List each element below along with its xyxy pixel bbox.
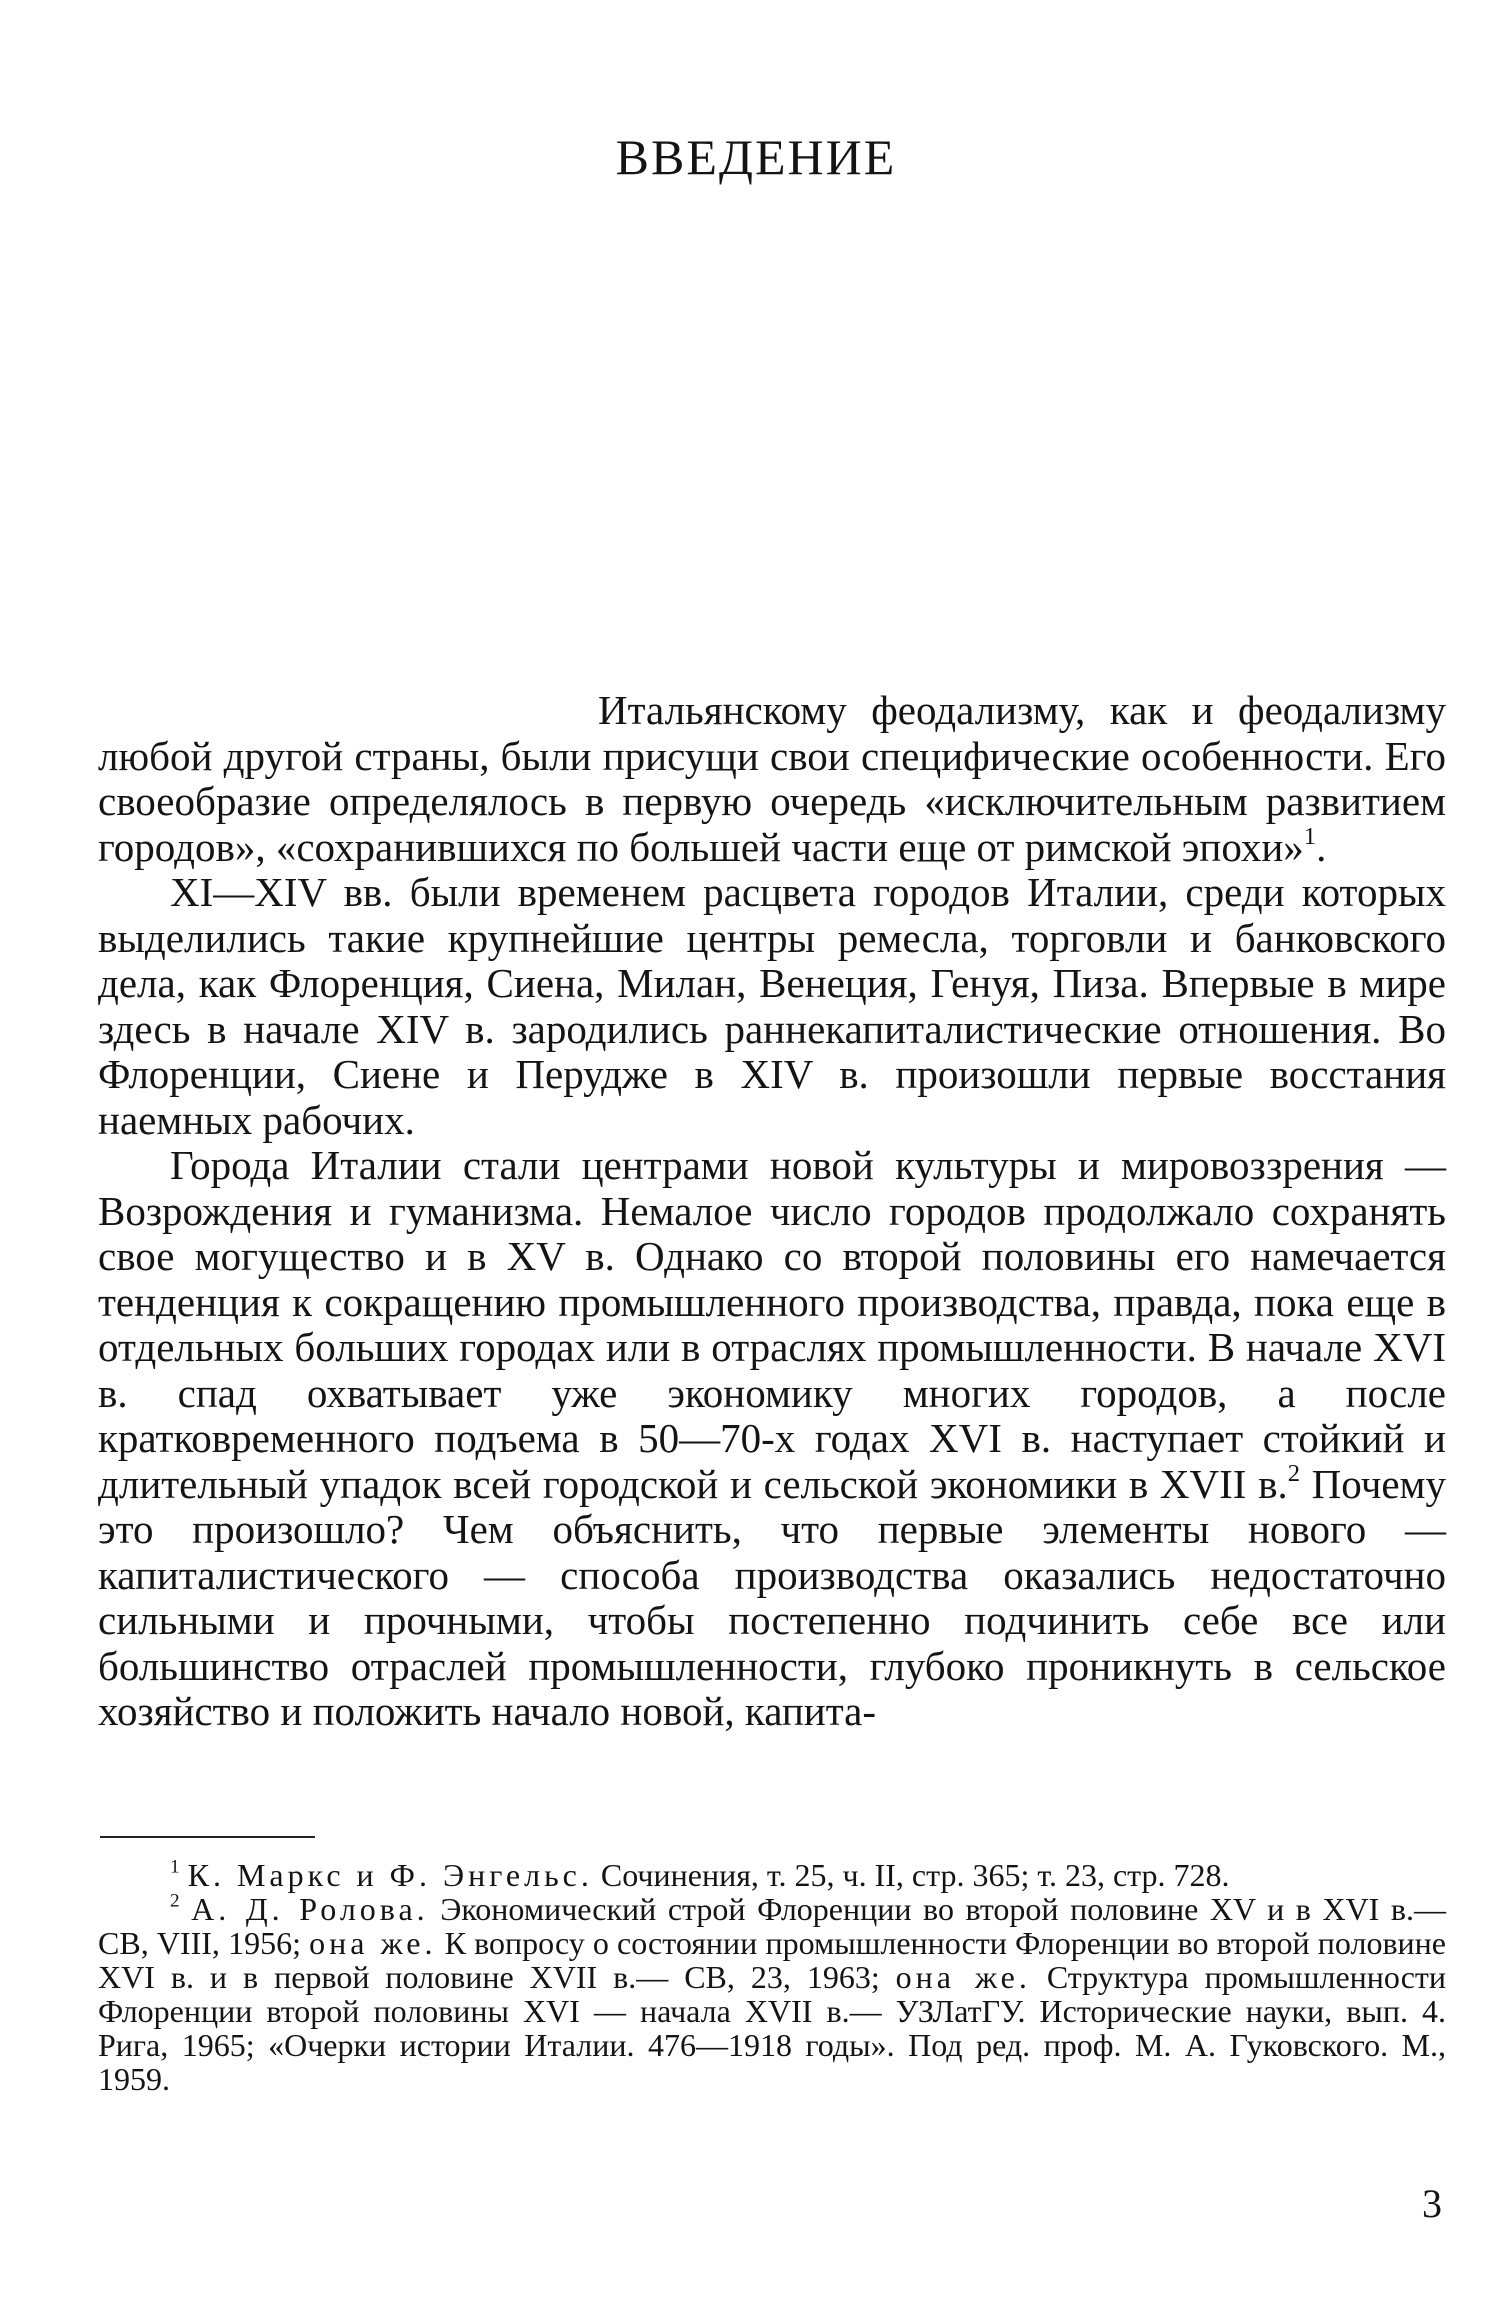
paragraph-2-text: XI—XIV вв. были временем расцвета городов Италии, среди которых выделились такие крупнейшие центры ремесла, торговли и банковского дела, как Флоренция, Сиена, Милан, Венеция, Генуя, Пиза. Впервые в мире здесь в начале XIV в. зародились раннекапиталистические отношения. Во Флоренции, Сиене и Перудже в XIV в. произошли первые восстания наемных рабочих. [98, 869, 1446, 1143]
main-text [98, 688, 1446, 1735]
footnote-2-text-3: Структура промышленности Флоренции второй половины XVI — начала XVII в.— УЗЛатГУ. Исторические науки, вып. 4. Рига, 1965; «Очерки истории Италии. 476—1918 годы». Под ред. проф. М. А. Гуковского. М., 1959. [98, 1959, 1446, 2097]
footnote-2-number: 2 [170, 1890, 180, 1912]
footnote-2-text: Экономический строй Флоренции во второй половине XV и в XVI в.— СВ, VIII, 1956; [98, 1891, 1447, 1961]
paragraph-2 [98, 870, 1446, 1143]
paragraph-1-end: . [1316, 823, 1327, 870]
chapter-title: ВВЕДЕНИЕ [615, 129, 897, 185]
footnote-ref-1: 1 [1303, 822, 1317, 850]
footnotes [98, 1858, 1446, 2096]
page-number: 3 [1422, 2181, 1442, 2226]
footnote-1-author: К. Маркс и Ф. Энгельс. [187, 1857, 593, 1893]
footnote-2-author-3: она же. [895, 1959, 1031, 1995]
footnote-2 [98, 1892, 1446, 2096]
footnote-1 [98, 1858, 1446, 1892]
paragraph-3-text: Города Италии стали центрами новой культуры и мировоззрения — Возрождения и гуманизма. Немалое число городов продолжало сохранять свое могущество и в XV в. Однако со второй половины его намечается тенденция к сокращению промышленного производства, правда, пока еще в отдельных больших городах или в отраслях промышленности. В начале XVI в. спад охватывает уже экономику многих городов, а после кратковременного подъема в 50—70-х годах XVI в. наступает стойкий и длительный упадок всей городской и сельской экономики в XVII в. [98, 1142, 1446, 1507]
footnote-1-text: Сочинения, т. 25, ч. II, стр. 365; т. 23, стр. 728. [592, 1857, 1230, 1893]
footnote-2-author-2: она же. [309, 1925, 437, 1961]
footnote-2-author: А. Д. Ролова. [191, 1891, 429, 1927]
paragraph-3-continuation: Почему это произошло? Чем объяснить, что первые элементы нового — капиталистического — способа производства оказались недостаточно сильными и прочными, чтобы постепенно подчинить себе все или большинство отраслей промышленности, глубоко проникнуть в сельское хозяйство и положить начало новой, капита- [98, 1460, 1446, 1734]
footnote-ref-2: 2 [1287, 1459, 1300, 1487]
footnote-1-number: 1 [170, 1856, 180, 1878]
paragraph-1 [98, 688, 1446, 870]
footnote-divider [100, 1836, 315, 1838]
footnote-2-text-2: К вопросу о состоянии промышленности Флоренции во второй половине XVI в. и в первой половине XVII в.— СВ, 23, 1963; [98, 1925, 1447, 1995]
paragraph-1-text: Итальянскому феодализму, как и феодализму любой другой страны, были присущи свои специфические особенности. Его своеобразие определялось в первую очередь «исключительным развитием городов», «сохранившихся по большей части еще от римской эпохи» [98, 687, 1446, 870]
paragraph-3 [98, 1143, 1446, 1735]
